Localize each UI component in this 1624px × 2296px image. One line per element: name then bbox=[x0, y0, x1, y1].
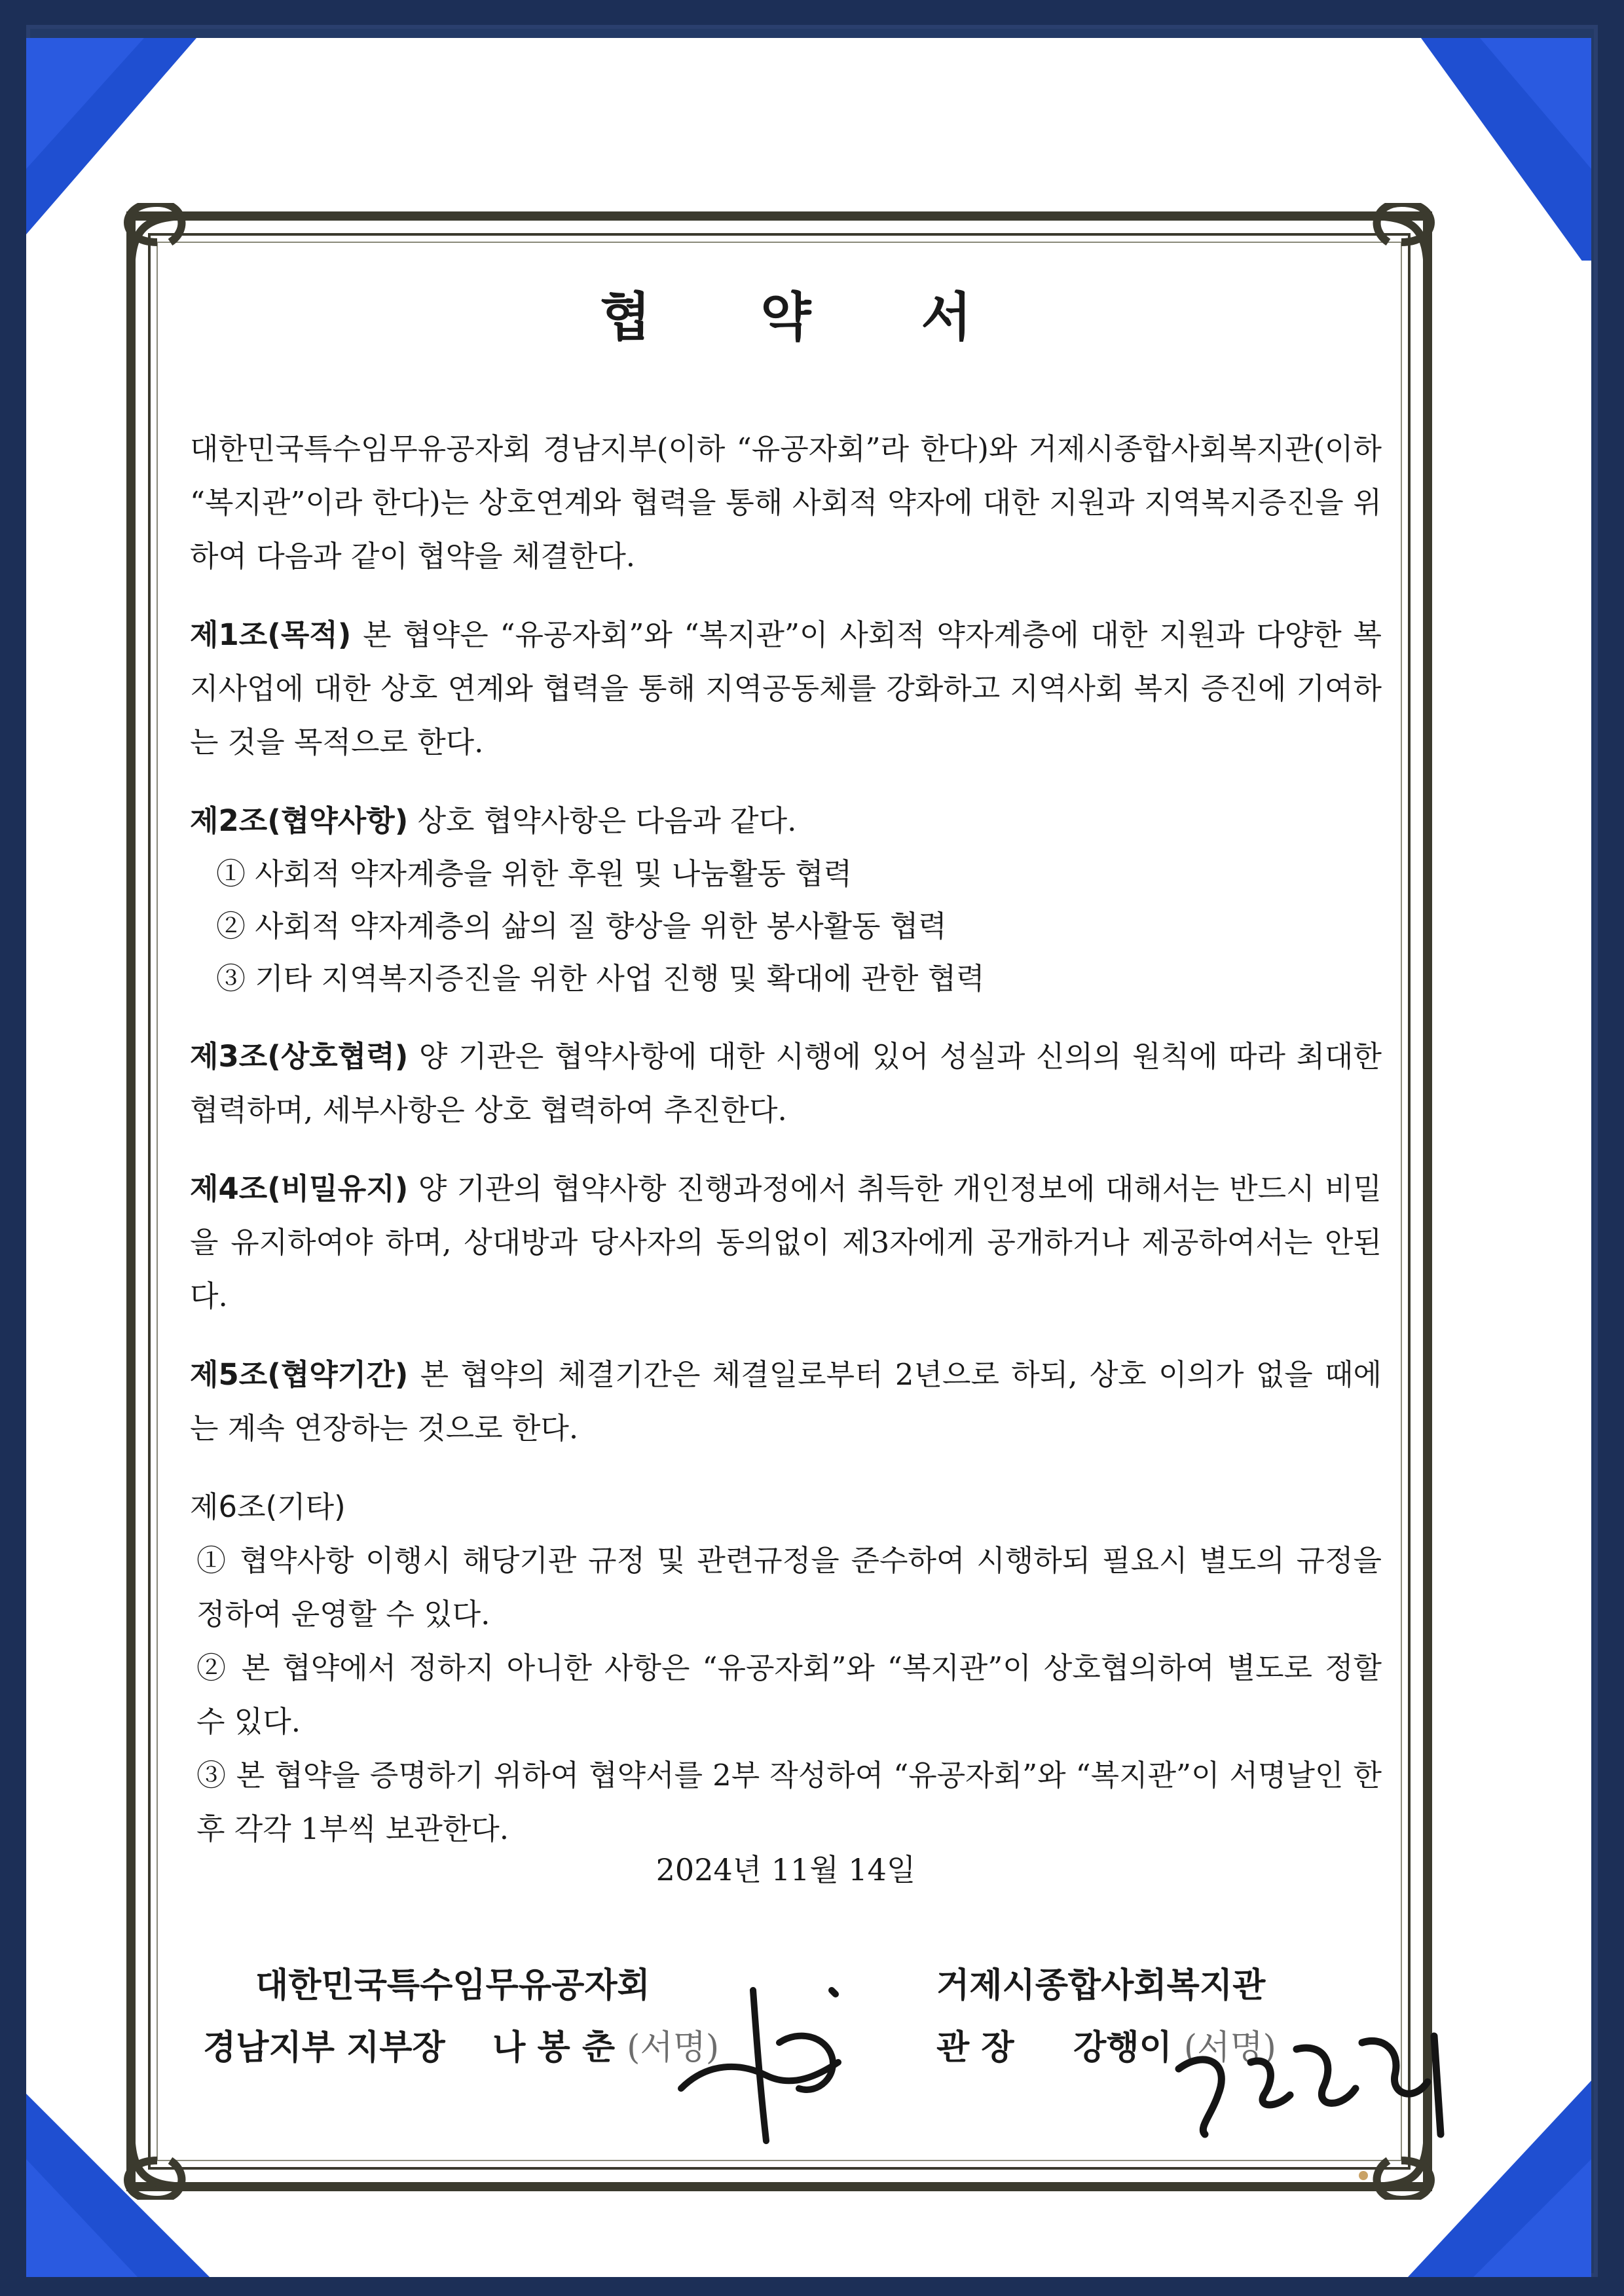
article-heading: 제4조(비밀유지) bbox=[190, 1171, 409, 1206]
left-party-org: 대한민국특수임무유공자회 bbox=[255, 1965, 650, 2005]
left-party-signer bbox=[203, 2020, 719, 2069]
list-item: ③ 본 협약을 증명하기 위하여 협약서를 2부 작성하여 “유공자회”와 “복지관”이 서명날인 한 후 각각 1부씩 보관한다. bbox=[196, 1758, 1382, 1846]
article-2 bbox=[190, 794, 1382, 1005]
article-heading: 제2조(협약사항) bbox=[190, 803, 409, 838]
article-1 bbox=[190, 608, 1382, 769]
article-text: 양 기관의 협약사항 진행과정에서 취득한 개인정보에 대해서는 반드시 비밀을 유지하여야 하며, 상대방과 당사자의 동의없이 제3자에게 공개하거나 제공하여서는 안된다. bbox=[190, 1171, 1382, 1313]
article-6 bbox=[190, 1480, 1382, 1856]
agreement-date: 2024년 11월 14일 bbox=[655, 1852, 916, 1887]
right-party-name: 강행이 bbox=[1073, 2028, 1172, 2068]
article-text: 상호 협약사항은 다음과 같다. bbox=[408, 803, 797, 838]
list-item: ② 사회적 약자계층의 삶의 질 향상을 위한 봉사활동 협력 bbox=[216, 909, 947, 943]
left-party-role: 경남지부 지부장 bbox=[203, 2028, 445, 2068]
right-party-seal-note: (서명) bbox=[1183, 2028, 1276, 2068]
left-party-seal-note: (서명) bbox=[627, 2028, 720, 2068]
list-item: ① 협약사항 이행시 해당기관 규정 및 관련규정을 준수하여 시행하되 필요시 별도의 규정을 정하여 운영할 수 있다. bbox=[196, 1543, 1382, 1631]
agreement-content bbox=[190, 275, 1382, 2068]
article-2-lead bbox=[190, 794, 1382, 848]
ink-dot bbox=[1359, 2171, 1368, 2180]
right-party-org: 거제시종합사회복지관 bbox=[936, 1965, 1266, 2005]
list-item: ③ 기타 지역복지증진을 위한 사업 진행 및 확대에 관한 협력 bbox=[216, 961, 985, 996]
left-party-name: 나 봉 춘 bbox=[492, 2028, 616, 2068]
document-title: 협 약 서 bbox=[600, 287, 1018, 348]
article-heading: 제1조(목적) bbox=[190, 617, 352, 652]
left-handwritten-signature bbox=[668, 1964, 877, 2154]
article-text: 양 기관은 협약사항에 대한 시행에 있어 성실과 신의의 원칙에 따라 최대한 협력하며, 세부사항은 상호 협력하여 추진한다. bbox=[190, 1039, 1382, 1127]
article-heading: 제3조(상호협력) bbox=[190, 1039, 409, 1074]
article-5 bbox=[190, 1348, 1382, 1455]
article-3 bbox=[190, 1030, 1382, 1137]
article-text: 본 협약의 체결기간은 체결일로부터 2년으로 하되, 상호 이의가 없을 때에는 계속 연장하는 것으로 한다. bbox=[190, 1357, 1382, 1446]
right-handwritten-signature bbox=[1166, 2023, 1460, 2147]
article-text: 본 협약은 “유공자회”와 “복지관”이 사회적 약자계층에 대한 지원과 다양한 복지사업에 대한 상호 연계와 협력을 통해 지역공동체를 강화하고 지역사회 복지 증진에 기여하는 것을 목적으로 한다. bbox=[190, 617, 1382, 759]
right-party-role: 관 장 bbox=[936, 2028, 1014, 2068]
article-heading: 제6조(기타) bbox=[190, 1489, 346, 1524]
article-6-lead bbox=[190, 1480, 1382, 1534]
article-4 bbox=[190, 1162, 1382, 1323]
list-item: ① 사회적 약자계층을 위한 후원 및 나눔활동 협력 bbox=[216, 856, 853, 891]
article-heading: 제5조(협약기간) bbox=[190, 1357, 409, 1392]
intro-paragraph: 대한민국특수임무유공자회 경남지부(이하 “유공자회”라 한다)와 거제시종합사회복지관(이하 “복지관”이라 한다)는 상호연계와 협력을 통해 사회적 약자에 대한 지원과 지역복지증진을 위하여 다음과 같이 협약을 체결한다. bbox=[190, 431, 1382, 574]
list-item: ② 본 협약에서 정하지 아니한 사항은 “유공자회”와 “복지관”이 상호협의하여 별도로 정할 수 있다. bbox=[196, 1650, 1382, 1739]
